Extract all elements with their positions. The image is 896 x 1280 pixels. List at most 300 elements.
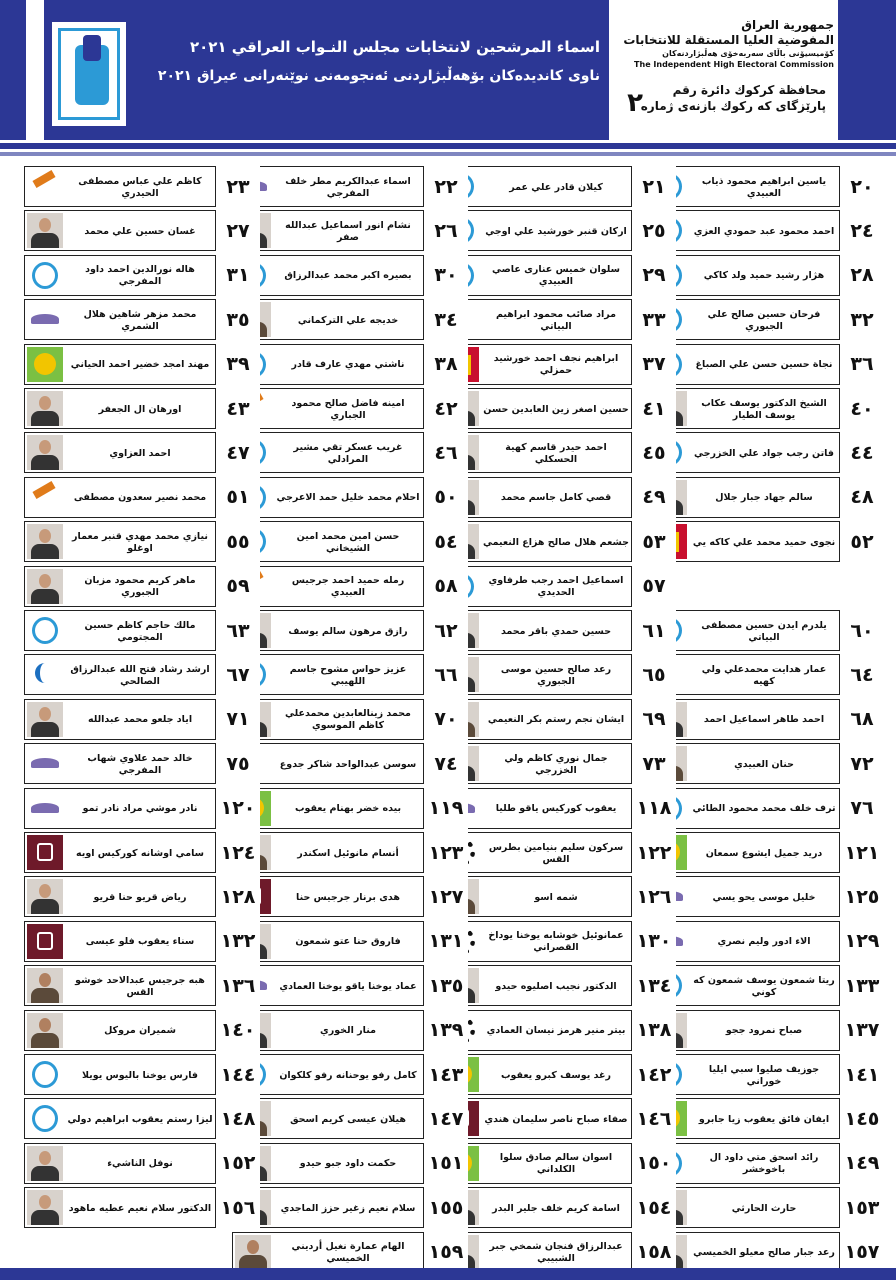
candidate-name: خديجه علي التركماني: [297, 314, 399, 326]
candidate-card: [24, 255, 260, 296]
candidate-number: ٢٧: [226, 219, 250, 242]
candidate-card: [232, 521, 468, 562]
candidate-card: [648, 1143, 884, 1184]
candidate-card: [232, 566, 468, 607]
candidate-box: [440, 388, 632, 429]
candidate-box: [24, 1098, 216, 1139]
party-logo-icon: [27, 1057, 63, 1092]
candidate-card: [232, 1232, 468, 1273]
candidate-name: ريتا شمعون يوسف شمعون كه كوني: [693, 974, 835, 998]
candidate-name: احلام محمد خليل حمد الاعرجي: [276, 492, 420, 504]
party-logo-icon: [27, 1101, 63, 1136]
candidate-box: [648, 299, 840, 340]
candidate-name: احمد محمود عبد حمودي العزي: [693, 225, 835, 237]
candidate-card: [440, 1054, 676, 1095]
candidate-number: ١٢٢: [636, 841, 672, 864]
candidate-card: [232, 299, 468, 340]
candidate-name: جمال نوري كاظم ولي الخزرجي: [504, 752, 608, 776]
candidate-name: رمله حميد احمد جرجيس العبيدي: [291, 575, 405, 599]
candidate-name: رعد جبار صالح معيلو الخميسي: [693, 1247, 835, 1259]
candidate-box: [648, 1054, 840, 1095]
candidate-card: [232, 654, 468, 695]
candidate-number: ٦١: [642, 619, 666, 642]
candidate-name: ايفان فائق يعقوب زيا جابرو: [698, 1113, 830, 1125]
candidate-card: [232, 1010, 468, 1051]
candidate-number: ١٥٨: [636, 1241, 672, 1264]
candidate-box: [24, 876, 216, 917]
district-number: ٢: [627, 88, 643, 118]
candidate-number: ٢٣: [226, 175, 250, 198]
candidate-name: الدكتور سلام نعيم عطيه ماهود: [68, 1202, 212, 1214]
candidate-name: بصيره اكبر محمد عبدالرزاق: [284, 270, 412, 282]
candidate-number: ١٣٢: [220, 930, 256, 953]
candidate-card: [24, 788, 260, 829]
candidate-box: [648, 166, 840, 207]
candidate-number: ١٤٨: [220, 1107, 256, 1130]
candidate-name: نيازي محمد مهدي قنبر معمار اوغلو: [72, 530, 208, 554]
candidate-card: [440, 699, 676, 740]
candidate-box: [24, 1054, 216, 1095]
candidate-number: ١٣١: [428, 930, 464, 953]
candidate-card: [648, 1232, 884, 1273]
candidate-number: ١٢١: [844, 841, 880, 864]
candidate-name: رعد صالح حسين موسى الجبوري: [500, 663, 612, 687]
candidate-number: ٦٨: [850, 708, 874, 731]
candidate-number: ٢٩: [642, 264, 666, 287]
candidate-photo: [27, 213, 63, 248]
candidate-number: ٢٠: [850, 175, 874, 198]
party-logo-icon: [27, 302, 63, 337]
candidate-name: ابراهيم نجف احمد خورشيد حمزلي: [493, 353, 619, 377]
candidate-name: ليزا رستم يعقوب ابراهيم دولي: [67, 1113, 213, 1125]
party-logo-icon: [27, 258, 63, 293]
candidate-name: احمد حيدر قاسم كهية الحسكلي: [505, 441, 607, 465]
candidate-name: هاله نورالدين احمد داود المفرجي: [85, 264, 195, 288]
candidate-number: ٤٨: [850, 486, 874, 509]
candidate-box: [440, 432, 632, 473]
candidate-name: عمار هدايت محمدعلي ولي كهيه: [701, 663, 827, 687]
district-ku: پارێزگای كه ركوك بازنەی ژمارە: [640, 99, 826, 113]
candidate-card: [648, 299, 884, 340]
candidate-box: [232, 477, 424, 518]
candidate-number: ٦٧: [226, 663, 250, 686]
candidate-number: ٤٤: [850, 441, 874, 464]
candidate-box: [440, 965, 632, 1006]
candidate-box: [440, 876, 632, 917]
candidate-name: ماهر كريم محمود مزبان الجبوري: [84, 575, 196, 599]
candidate-number: ١٢٤: [220, 841, 256, 864]
candidate-box: [24, 1010, 216, 1051]
candidate-card: [24, 299, 260, 340]
candidate-box: [648, 743, 840, 784]
candidate-box: [440, 166, 632, 207]
candidate-box: [648, 1143, 840, 1184]
candidate-card: [232, 1187, 468, 1228]
candidate-number: ١٥١: [428, 1152, 464, 1175]
candidate-box: [648, 255, 840, 296]
candidate-photo: [27, 702, 63, 737]
candidate-name: اورهان ال الجعفر: [98, 403, 182, 415]
party-logo-icon: [27, 924, 63, 959]
candidate-box: [24, 1187, 216, 1228]
candidate-number: ١٤٥: [844, 1107, 880, 1130]
candidate-name: احمد العزاوي: [109, 447, 171, 459]
candidate-box: [440, 566, 632, 607]
candidate-box: [232, 654, 424, 695]
candidate-number: ١٤١: [844, 1063, 880, 1086]
candidate-card: [648, 477, 884, 518]
candidate-name: فاروق حنا عتو شمعون: [295, 936, 401, 948]
candidate-box: [648, 1187, 840, 1228]
candidate-name: اسماعيل احمد رجب طرفاوي الحديدي: [488, 575, 624, 599]
candidate-name: يلدرم ايدن حسين مصطفى البياتي: [701, 619, 827, 643]
candidate-name: شمه اسو: [534, 891, 578, 903]
candidate-number: ١٣٦: [220, 974, 256, 997]
candidate-box: [648, 432, 840, 473]
candidate-card: [232, 255, 468, 296]
candidate-number: ١٥٠: [636, 1152, 672, 1175]
candidate-box: [232, 1143, 424, 1184]
candidate-number: ١١٩: [428, 797, 464, 820]
candidate-number: ٢١: [642, 175, 666, 198]
candidate-number: ١٤٢: [636, 1063, 672, 1086]
candidate-number: ٣١: [226, 264, 250, 287]
candidate-box: [232, 1054, 424, 1095]
candidate-number: ٥٢: [850, 530, 874, 553]
candidate-box: [232, 1232, 424, 1273]
candidate-number: ٦٩: [642, 708, 666, 731]
candidate-card: [24, 521, 260, 562]
candidate-name: ترف خلف محمد محمود الطائي: [692, 803, 836, 815]
candidate-number: ٢٥: [642, 219, 666, 242]
candidate-box: [232, 1187, 424, 1228]
candidate-name: محمد مزهر شاهين هلال الشمري: [83, 308, 197, 332]
candidate-card: [24, 1143, 260, 1184]
candidate-number: ١٤٦: [636, 1107, 672, 1130]
candidate-number: ٤٩: [642, 486, 666, 509]
candidate-card: [440, 743, 676, 784]
candidate-card: [232, 210, 468, 251]
candidate-name: سامي اوشانه كوركيس اويه: [76, 847, 204, 859]
candidate-name: رائد اسحق متي داود ال باخوخشر: [709, 1152, 819, 1176]
candidate-name: امينه فاضل صالح محمود الجباري: [291, 397, 405, 421]
candidate-box: [232, 610, 424, 651]
candidate-number: ١٣٠: [636, 930, 672, 953]
candidate-card: [440, 921, 676, 962]
candidate-box: [232, 876, 424, 917]
party-logo-icon: [27, 613, 63, 648]
candidate-number: ٧١: [226, 708, 250, 731]
candidate-name: ياسين ابراهيم محمود ذياب العبيدي: [701, 175, 827, 199]
candidate-name: الهام عمارة نغيل أرديني الخميسي: [291, 1241, 405, 1265]
candidate-card: [648, 921, 884, 962]
candidate-card: [232, 965, 468, 1006]
candidate-card: [24, 921, 260, 962]
candidate-name: هيلان عيسى كريم اسحق: [290, 1113, 406, 1125]
party-logo-icon: [27, 347, 63, 382]
party-logo-icon: [27, 791, 63, 826]
candidate-box: [440, 1187, 632, 1228]
candidate-card: [648, 210, 884, 251]
candidate-box: [440, 344, 632, 385]
republic-label: جمهورية العراق: [741, 18, 834, 32]
candidate-card: [24, 1054, 260, 1095]
candidate-box: [24, 299, 216, 340]
candidate-box: [232, 1098, 424, 1139]
candidate-box: [24, 610, 216, 651]
candidate-card: [648, 432, 884, 473]
candidate-box: [24, 166, 216, 207]
candidate-card: [440, 832, 676, 873]
candidate-card: [24, 965, 260, 1006]
candidate-name: ايشان نجم رستم بكر النعيمي: [487, 714, 625, 726]
candidate-number: ١٥٢: [220, 1152, 256, 1175]
candidate-box: [440, 921, 632, 962]
candidate-box: [648, 965, 840, 1006]
candidate-box: [232, 699, 424, 740]
candidate-number: ٥٨: [434, 575, 458, 598]
candidate-name: فارس يوخنا باليوس يويلا: [81, 1069, 199, 1081]
candidate-number: ٦٤: [850, 663, 874, 686]
candidate-box: [232, 166, 424, 207]
candidate-card: [648, 1054, 884, 1095]
candidate-box: [440, 210, 632, 251]
candidate-box: [440, 521, 632, 562]
candidate-number: ١٢٧: [428, 885, 464, 908]
divider: [0, 143, 896, 149]
candidate-number: ٣٠: [434, 264, 458, 287]
candidate-number: ١٣٣: [844, 974, 880, 997]
candidate-card: [232, 1054, 468, 1095]
candidate-number: ٧٠: [434, 708, 458, 731]
candidate-card: [24, 832, 260, 873]
candidate-box: [440, 1143, 632, 1184]
candidate-card: [232, 788, 468, 829]
commission-name: [612, 18, 834, 70]
candidate-name: مهند امجد خضير احمد الحياني: [70, 359, 210, 371]
candidate-name: ارشد رشاد فتح الله عبدالرزاق الصالحي: [70, 663, 210, 687]
candidate-number: ٤٣: [226, 397, 250, 420]
candidate-name: قصي كامل جاسم محمد: [500, 492, 612, 504]
candidate-photo: [27, 1013, 63, 1048]
commission-en: The Independent High Electoral Commission: [634, 60, 834, 69]
candidate-number: ١٥٦: [220, 1196, 256, 1219]
party-logo-icon: [27, 657, 63, 692]
candidate-card: [232, 832, 468, 873]
candidate-box: [648, 788, 840, 829]
candidate-card: [440, 1232, 676, 1273]
candidate-box: [648, 832, 840, 873]
candidate-name: نادر موشي مراد نادر تمو: [82, 803, 198, 815]
candidate-card: [232, 432, 468, 473]
candidate-number: ٦٠: [850, 619, 874, 642]
candidate-photo: [27, 1146, 63, 1181]
district-label: [640, 82, 826, 114]
candidate-number: ٤٥: [642, 441, 666, 464]
candidate-box: [440, 255, 632, 296]
candidate-name: حسين حمدي باقر محمد: [500, 625, 612, 637]
candidate-box: [232, 432, 424, 473]
candidate-box: [648, 654, 840, 695]
candidate-card: [648, 965, 884, 1006]
candidate-card: [440, 610, 676, 651]
candidate-box: [440, 610, 632, 651]
candidate-card: [440, 299, 676, 340]
candidate-card: [232, 699, 468, 740]
candidate-name: مالك حاجم كاظم حسين المجتومي: [84, 619, 196, 643]
candidate-card: [648, 1010, 884, 1051]
candidate-number: ٢٦: [434, 219, 458, 242]
candidate-card: [648, 1098, 884, 1139]
candidate-number: ٥٣: [642, 530, 666, 553]
candidate-card: [648, 1187, 884, 1228]
candidate-box: [24, 344, 216, 385]
candidate-name: خالد حمد علاوي شهاب المفرجي: [87, 752, 193, 776]
candidate-name: فاتن رجب جواد علي الخزرجي: [694, 447, 834, 459]
candidate-number: ١٣٨: [636, 1019, 672, 1042]
candidate-card: [440, 477, 676, 518]
candidate-card: [24, 477, 260, 518]
candidate-name: مراد صائب محمود ابراهيم البياتي: [495, 308, 617, 332]
candidate-box: [648, 876, 840, 917]
candidate-number: ٤٧: [226, 441, 250, 464]
candidate-name: سناء يعقوب فلو عيسى: [85, 936, 195, 948]
candidate-name: نوفل الناشيء: [107, 1158, 173, 1170]
district-ar: محافظة كركوك دائرة رقم: [672, 83, 826, 97]
candidate-name: بيده خضر بهنام يعقوب: [294, 803, 402, 815]
header: [0, 0, 896, 142]
candidate-number: ٣٦: [850, 353, 874, 376]
candidate-card: [440, 388, 676, 429]
candidate-box: [648, 477, 840, 518]
candidate-box: [24, 965, 216, 1006]
candidate-name: كاظم علي عباس مصطفى الحيدري: [78, 175, 202, 199]
candidate-card: [24, 1187, 260, 1228]
candidate-box: [648, 610, 840, 651]
candidate-number: ٣٨: [434, 353, 458, 376]
candidate-card: [648, 876, 884, 917]
candidate-name: عزيز حواس مشوح جاسم اللهيبي: [289, 663, 407, 687]
candidate-number: ٣٥: [226, 308, 250, 331]
commission-ku: كۆمیسیۆنی باڵای سەربەخۆی هەڵبژاردنەکان: [662, 49, 834, 58]
candidate-number: ١٢٣: [428, 841, 464, 864]
candidate-name: سلوان خميس عنارى عاصي العبيدي: [492, 264, 620, 288]
commission-ar: المفوضية العليا المستقلة للانتخابات: [623, 33, 834, 47]
candidate-card: [648, 610, 884, 651]
candidate-number: ١٤٧: [428, 1107, 464, 1130]
candidate-number: ٦٦: [434, 663, 458, 686]
candidate-name: عمانوئيل خوشابه يوخنا يوداخ القصراني: [488, 930, 624, 954]
candidate-number: ٣٤: [434, 308, 458, 331]
candidate-number: ٣٩: [226, 353, 250, 376]
candidate-number: ١٣٩: [428, 1019, 464, 1042]
candidate-name: حسين اصغر زين العابدين حسن: [483, 403, 629, 415]
candidate-card: [24, 654, 260, 695]
candidate-box: [440, 477, 632, 518]
candidate-name: عبدالرزاق فنجان شمخي جبر الشبيبي: [489, 1241, 623, 1265]
candidate-number: ١٤٩: [844, 1152, 880, 1175]
page-subtitle: ناوی کاندیدەکان بۆهەڵبژاردنی ئەنجومەنی نوێنەرانی عیراق ٢٠٢١: [157, 68, 600, 84]
candidate-name: عماد يوخنا ياقو يوخنا العمادي: [279, 980, 417, 992]
candidate-card: [648, 388, 884, 429]
candidate-card: [648, 654, 884, 695]
candidate-name: سالم جهاد جبار جلال: [715, 492, 813, 504]
candidate-photo: [27, 1190, 63, 1225]
ihec-logo: [52, 22, 126, 126]
candidate-name: هدى برنار جرجيس حنا: [296, 891, 400, 903]
candidate-photo: [27, 435, 63, 470]
candidate-number: ١٤٤: [220, 1063, 256, 1086]
candidate-card: [440, 1010, 676, 1051]
candidate-number: ١٥٣: [844, 1196, 880, 1219]
candidate-box: [232, 832, 424, 873]
candidate-card: [648, 832, 884, 873]
candidate-number: ٣٧: [642, 353, 666, 376]
candidate-number: ٦٢: [434, 619, 458, 642]
candidate-name: اياد جلعو محمد عبدالله: [87, 714, 193, 726]
candidate-card: [440, 1187, 676, 1228]
candidate-photo: [27, 391, 63, 426]
candidate-card: [232, 166, 468, 207]
candidate-box: [232, 788, 424, 829]
candidate-name: منار الخوري: [320, 1025, 376, 1037]
candidate-card: [232, 876, 468, 917]
party-logo-icon: [27, 835, 63, 870]
candidate-number: ٤٦: [434, 441, 458, 464]
candidate-box: [440, 788, 632, 829]
candidate-card: [232, 1098, 468, 1139]
candidate-photo: [235, 1235, 271, 1270]
candidate-card: [440, 566, 676, 607]
candidate-number: ٢٨: [850, 264, 874, 287]
candidate-name: ناشتي مهدي عارف قادر: [291, 359, 405, 371]
candidate-box: [440, 1232, 632, 1273]
candidate-name: سركون سليم بنيامين بطرس القس: [488, 841, 624, 865]
candidate-box: [232, 521, 424, 562]
candidate-box: [232, 210, 424, 251]
candidate-name: بيتر منير هرمز نيسان العمادي: [486, 1025, 626, 1037]
candidate-number: ٧٦: [850, 797, 874, 820]
footer-band: [0, 1268, 896, 1280]
candidate-card: [232, 344, 468, 385]
candidate-card: [648, 255, 884, 296]
candidate-number: ٧٤: [434, 752, 458, 775]
candidate-card: [24, 1098, 260, 1139]
candidate-card: [440, 1143, 676, 1184]
candidate-number: ٢٢: [434, 175, 458, 198]
candidate-box: [24, 432, 216, 473]
candidate-box: [24, 388, 216, 429]
candidate-box: [648, 210, 840, 251]
candidate-box: [440, 1010, 632, 1051]
candidate-name: شميران مروكل: [104, 1025, 176, 1037]
candidate-name: الاء ادور وليم نصري: [717, 936, 811, 948]
candidate-card: [24, 743, 260, 784]
candidate-number: ١٢٥: [844, 885, 880, 908]
candidate-box: [440, 699, 632, 740]
candidate-number: ٢٤: [850, 219, 874, 242]
candidate-box: [440, 654, 632, 695]
candidate-card: [232, 1143, 468, 1184]
candidate-box: [24, 1143, 216, 1184]
candidate-box: [648, 1098, 840, 1139]
candidate-name: حارث الحارثي: [731, 1202, 797, 1214]
candidate-number: ٤٢: [434, 397, 458, 420]
candidate-card: [440, 521, 676, 562]
candidate-number: ٦٣: [226, 619, 250, 642]
header-right-band: [838, 0, 896, 140]
candidate-name: غريب عسكر تقي مشير المرادلي: [293, 441, 403, 465]
